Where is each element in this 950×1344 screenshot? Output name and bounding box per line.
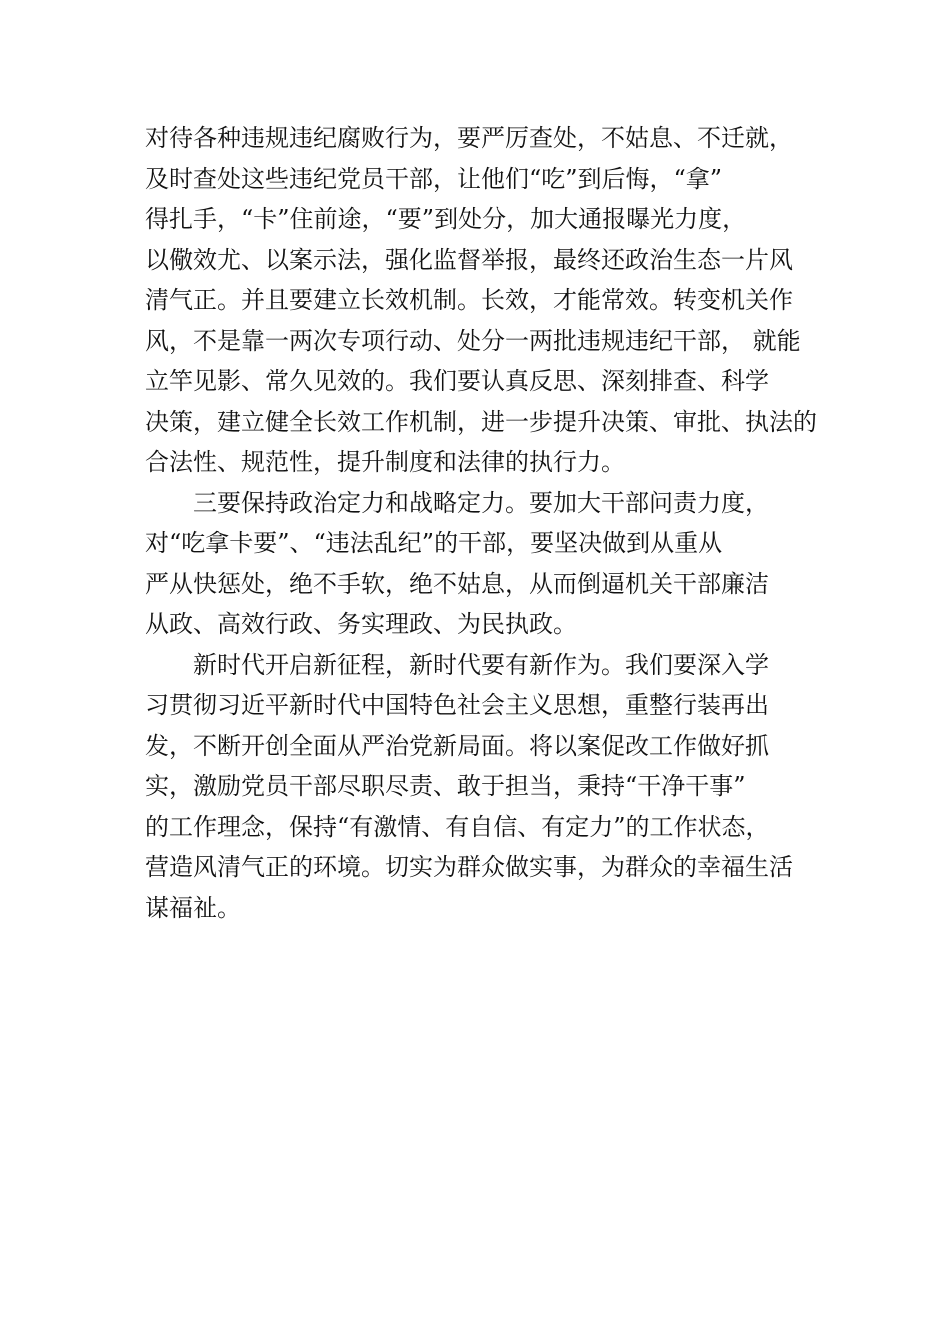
text-line: 的工作理念，保持“有激情、有自信、有定力”的工作状态， <box>145 812 770 841</box>
text-line: 决策，建立健全长效工作机制，进一步提升决策、审批、执法的 <box>145 407 817 436</box>
paragraph-three-requirements <box>145 483 825 645</box>
text-line: 得扎手，“卡”住前途，“要”到处分，加大通报曝光力度， <box>145 205 747 233</box>
text-line: 发，不断开创全面从严治党新局面。将以案促改工作做好抓 <box>145 731 769 760</box>
paragraph-continued <box>145 118 825 483</box>
text-line: 三要保持政治定力和战略定力。要加大干部问责力度， <box>193 488 769 517</box>
document-body <box>145 118 825 928</box>
text-line: 谋福祉。 <box>145 893 241 922</box>
text-line: 营造风清气正的环境。切实为群众做实事，为群众的幸福生活 <box>145 853 793 881</box>
paragraph-new-era <box>145 645 825 929</box>
text-line: 从政、高效行政、务实理政、为民执政。 <box>145 610 577 638</box>
text-line: 及时查处这些违纪党员干部，让他们“吃”到后悔，“拿” <box>145 164 723 193</box>
text-line: 习贯彻习近平新时代中国特色社会主义思想，重整行装再出 <box>145 691 769 719</box>
text-line: 严从快惩处，绝不手软，绝不姑息，从而倒逼机关干部廉洁 <box>145 569 769 598</box>
text-line: 风，不是靠一两次专项行动、处分一两批违规违纪干部， 就能 <box>145 326 801 355</box>
text-line: 合法性、规范性，提升制度和法律的执行力。 <box>145 448 625 476</box>
text-line: 清气正。并且要建立长效机制。长效，才能常效。转变机关作 <box>145 286 793 314</box>
text-line: 新时代开启新征程，新时代要有新作为。我们要深入学 <box>193 650 769 679</box>
text-line: 立竿见影、常久见效的。我们要认真反思、深刻排查、科学 <box>145 367 769 395</box>
text-line: 对待各种违规违纪腐败行为，要严厉查处，不姑息、不迁就， <box>145 124 793 152</box>
text-line: 以儆效尤、以案示法，强化监督举报，最终还政治生态一片风 <box>145 245 793 274</box>
text-line: 实，激励党员干部尽职尽责、敢于担当，秉持“干净干事” <box>145 772 746 800</box>
text-line: 对“吃拿卡要”、“违法乱纪”的干部，要坚决做到从重从 <box>145 529 723 557</box>
